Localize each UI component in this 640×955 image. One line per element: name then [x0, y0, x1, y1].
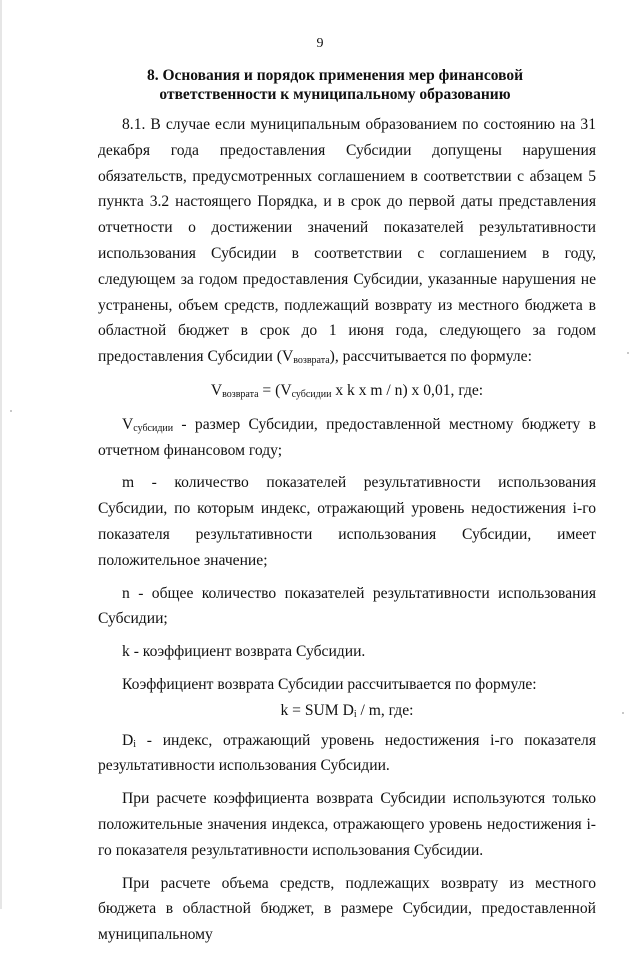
definition-v-text: - размер Субсидии, предоставленной местному бюджету в отчетном финансовом году; — [98, 415, 596, 459]
formula-2-sub: i — [353, 708, 357, 720]
scan-speck — [627, 352, 629, 354]
definition-d — [98, 728, 596, 780]
definition-v-subscript: субсидии — [133, 422, 174, 434]
scan-speck — [622, 712, 624, 714]
formula-1-part-a: V — [210, 381, 223, 399]
definition-d-symbol: D — [122, 731, 134, 749]
paragraph-8-1-tail: ), рассчитывается по формуле: — [329, 348, 532, 366]
paragraph-calculation-1: При расчете коэффициента возврата Субсидии используются только положительные значения индекса, отражающего уровень недостижения i-го показателя результативности использования Субсидии. — [98, 790, 596, 859]
formula-1-sub-b: субсидии — [291, 388, 332, 400]
definition-m: m - количество показателей результативности использования Субсидии, по которым индекс, отражающий уровень недостижения i-го показателя результативности использования Субсидии, имеет положительное значение; — [98, 474, 596, 569]
k-formula-intro: Коэффициент возврата Субсидии рассчитывается по формуле: — [122, 675, 537, 693]
formula-1-part-b: = (V — [258, 381, 292, 399]
formula-k — [98, 698, 596, 724]
section-heading-line-1: 8. Основания и порядок применения мер финансовой — [146, 67, 524, 84]
definition-v-symbol: V — [122, 415, 134, 433]
definition-v-subsidy — [98, 412, 596, 464]
formula-2-part-a: k = SUM D — [280, 701, 354, 719]
definition-d-subscript: i — [133, 738, 137, 750]
scan-speck — [10, 410, 12, 412]
paragraph-8-1-subscript: возврата — [293, 355, 330, 367]
formula-1-sub-a: возврата — [222, 388, 259, 400]
definition-d-text: - индекс, отражающий уровень недостижения i-го показателя результативности использования Субсидии. — [98, 731, 596, 775]
formula-2-part-b: / m, где: — [356, 701, 414, 719]
formula-1-part-c: x k x m / n) x 0,01, где: — [331, 381, 484, 399]
definition-n: n - общее количество показателей результативности использования Субсидии; — [98, 584, 596, 628]
page-number: 9 — [316, 36, 324, 51]
formula-refund-volume — [98, 378, 596, 404]
definition-k: k - коэффициент возврата Субсидии. — [122, 643, 366, 661]
paragraph-8-1 — [98, 112, 596, 370]
paragraph-calculation-2: При расчете объема средств, подлежащих возврату из местного бюджета в областной бюджет, в размере Субсидии, предоставленной муниципальному — [98, 874, 596, 944]
scan-edge — [0, 0, 2, 909]
paragraph-8-1-text: 8.1. В случае если муниципальным образованием по состоянию на 31 декабря года предоставления Субсидии допущены нарушения обязательств, предусмотренных соглашением в соответствии с абзацем 5 пункта 3.2 настоящего Порядка, и в срок до первой даты представления отчетности о достижении значений показателей результативности использования Субсидии в соответствии с соглашением в году, следующем за годом предоставления Субсидии, указанные нарушения не устранены, объем средств, подлежащий возврату из местного бюджета в областной бюджет в срок до 1 июня года, следующего за годом предоставления Субсидии (V — [98, 116, 596, 366]
section-heading — [100, 66, 570, 104]
document-body — [98, 112, 596, 955]
section-heading-line-2: ответственности к муниципальному образованию — [159, 86, 511, 103]
